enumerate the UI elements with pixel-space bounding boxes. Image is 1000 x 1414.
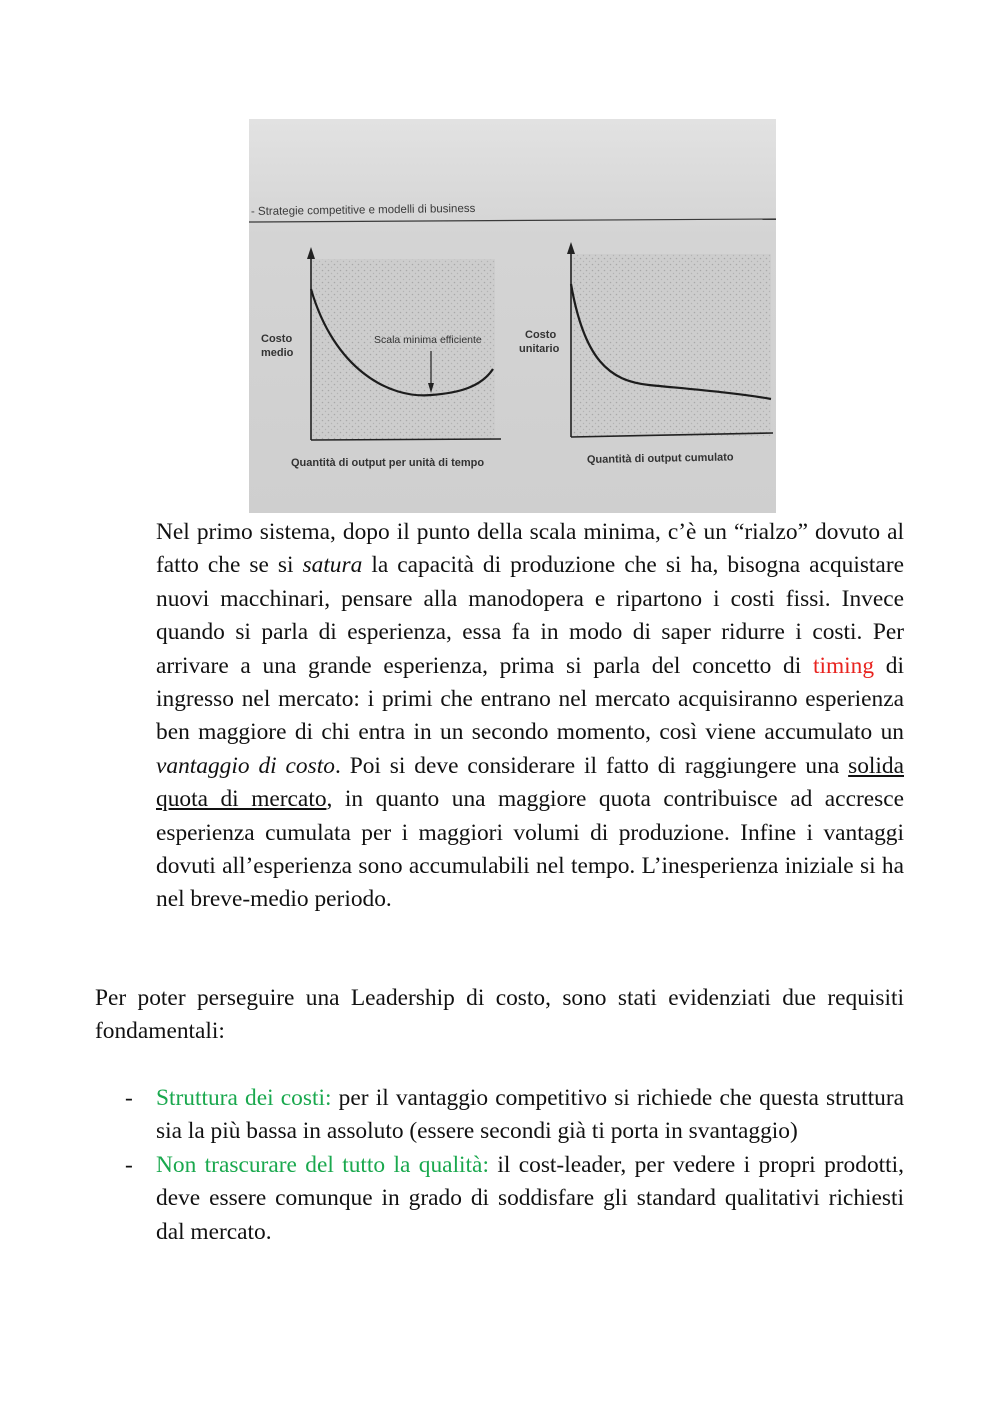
list-dash: - bbox=[125, 1085, 133, 1111]
list-item bbox=[95, 1149, 904, 1249]
header-rule bbox=[249, 219, 776, 222]
right-y-arrow bbox=[567, 242, 575, 254]
right-ylabel-line1: Costo bbox=[525, 329, 557, 341]
p1-text-1: Nel primo sistema, dopo il punto della scala minima, c’è un “rialzo” dovuto al fatto che se si bbox=[156, 519, 904, 579]
left-ylabel-line1: Costo bbox=[261, 333, 293, 345]
p1-solida-quota: solida quota di mercato bbox=[156, 752, 904, 813]
list-item-label: Non trascurare del tutto la qualità: bbox=[156, 1151, 489, 1178]
paragraph-experience bbox=[156, 516, 904, 917]
p1-text-5: , in quanto una maggiore quota contribuisce ad accresce esperienza cumulata per i maggiori volumi di produzione. Infine i vantaggi dovuti all’esperienza sono accumulabili nel tempo. L’inesperienza iniziale si ha nel breve-medio periodo. bbox=[156, 786, 904, 913]
figure-header: - Strategie competitive e modelli di business bbox=[250, 202, 476, 218]
left-ylabel-line2: medio bbox=[261, 347, 294, 359]
list-item-label: Struttura dei costi: bbox=[156, 1085, 332, 1111]
figure-graphic bbox=[249, 119, 776, 513]
list-item-text: il cost-leader, per vedere i propri prodotti, deve essere comunque in grado di soddisfare gli standard qualitativi richiesti dal mercato. bbox=[156, 1151, 904, 1245]
p1-text-2: la capacità di produzione che si ha, bisogna acquistare nuovi macchinari, pensare alla manodopera e ripartono i costi fissi. Invece quando si parla di esperienza, essa fa in modo di saper ridurre i costi. Per arrivare a una grande esperienza, prima si parla del concetto di bbox=[156, 552, 904, 679]
right-ylabel-line2: unitario bbox=[519, 343, 560, 355]
paragraph-leadership: Per poter perseguire una Leadership di costo, sono stati evidenziati due requisiti fondamentali: bbox=[95, 985, 904, 1045]
p1-text-3: di ingresso nel mercato: i primi che entrano nel mercato acquisiranno esperienza ben maggiore di chi entra in un secondo momento, così viene accumulato un bbox=[156, 652, 904, 746]
p1-satura: satura bbox=[302, 552, 363, 579]
list-item bbox=[95, 1082, 904, 1149]
left-xlabel: Quantità di output per unità di tempo bbox=[291, 457, 485, 469]
requirements-list bbox=[95, 1082, 904, 1249]
right-plot-area bbox=[571, 254, 771, 436]
min-scale-label: Scala minima efficiente bbox=[374, 334, 482, 346]
figure-photo bbox=[249, 119, 776, 513]
list-dash: - bbox=[125, 1151, 133, 1178]
p1-timing: timing bbox=[812, 652, 875, 679]
p1-vantaggio-di-costo: vantaggio di costo bbox=[156, 752, 335, 779]
list-item-text: per il vantaggio competitivo si richiede che questa struttura sia la più bassa in assoluto (essere secondi già ti porta in svantaggio) bbox=[156, 1085, 904, 1145]
p1-text-4: . Poi si deve considerare il fatto di raggiungere una bbox=[334, 752, 849, 779]
left-y-arrow bbox=[307, 247, 315, 259]
left-x-axis bbox=[311, 439, 501, 440]
right-xlabel: Quantità di output cumulato bbox=[586, 451, 734, 466]
